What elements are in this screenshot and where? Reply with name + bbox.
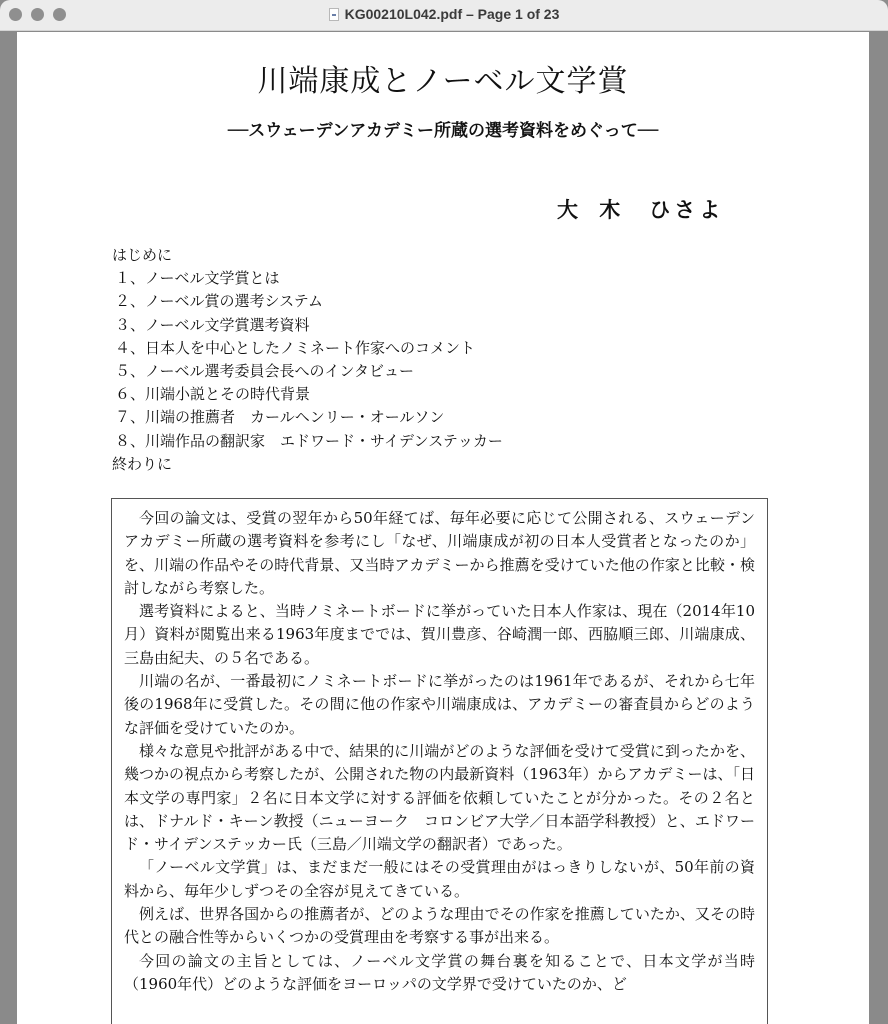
toc-item: ３、ノーベル文学賞選考資料 bbox=[115, 315, 310, 334]
toc-item: ６、川端小説とその時代背景 bbox=[115, 385, 311, 404]
document-title: 川端康成とノーベル文学賞 bbox=[257, 64, 629, 99]
toc-item: 終わりに bbox=[112, 454, 173, 473]
abstract-paragraph: 「ノーベル文学賞」は、まだまだ一般にはその受賞理由がはっきりしないが、50年前の資料から、毎年少しずつその全容が見えてきている。 bbox=[124, 858, 755, 900]
document-subtitle: ──スウェーデンアカデミー所蔵の選考資料をめぐって── bbox=[227, 121, 659, 141]
abstract-paragraph: 今回の論文は、受賞の翌年から50年経てば、毎年必要に応じて公開される、スウェーデンアカデミー所蔵の選考資料を参考にし「なぜ、川端康成が初の日本人受賞者となったのか」を、川端の作品やその時代背景、又当時アカデミーから推薦を受けていた他の作家と比較・検討しながら考察した。 bbox=[124, 509, 755, 597]
toc-item: はじめに bbox=[112, 246, 173, 264]
toc-item: ８、川端作品の翻訳家 エドワード・サイデンステッカー bbox=[115, 431, 503, 450]
abstract-paragraph: 様々な意見や批評がある中で、結果的に川端がどのような評価を受けて受賞に到ったかを、幾つかの視点から考察したが、公開された物の内最新資料（1963年）からアカデミーは、「日本文学の専門家」２名に日本文学に対する評価を依頼していたことが分かった。その２名とは、ドナルド・キーン教授（ニューヨーク コロンビア大学／日本語学科教授）と、エドワード・サイデンステッカー氏（三島／川端文学の翻訳者）であった。 bbox=[124, 741, 755, 854]
toc-item: ５、ノーベル選考委員会長へのインタビュー bbox=[115, 362, 414, 381]
pdf-file-icon[interactable] bbox=[329, 8, 339, 21]
window-title bbox=[0, 6, 888, 22]
toc-item: ７、川端の推薦者 カールヘンリー・オールソン bbox=[115, 408, 445, 427]
abstract-paragraph: 例えば、世界各国からの推薦者が、どのような理由でその作家を推薦していたか、又その時代との融合性等からいくつかの受賞理由を考察する事が出来る。 bbox=[124, 905, 755, 947]
title-bar[interactable] bbox=[0, 0, 888, 31]
toc-item: １、ノーベル文学賞とは bbox=[115, 269, 280, 288]
abstract-paragraph: 今回の論文の主旨としては、ノーベル文学賞の舞台裏を知ることで、日本文学が当時（1960年代）どのような評価をヨーロッパの文学界で受けていたのか、ど bbox=[124, 951, 755, 993]
toc-item: ４、日本人を中心としたノミネート作家へのコメント bbox=[115, 338, 476, 357]
abstract-paragraph: 選考資料によると、当時ノミネートボードに挙がっていた日本人作家は、現在（2014年10月）資料が閲覧出来る1963年度まででは、賀川豊彦、谷崎潤一郎、西脇順三郎、川端康成、三島由紀夫、の５名である。 bbox=[124, 602, 755, 667]
table-of-contents bbox=[112, 244, 503, 476]
pdf-page[interactable] bbox=[17, 32, 869, 1024]
author-name: 大 木 ひさよ bbox=[557, 198, 725, 222]
abstract-paragraph: 川端の名が、一番最初にノミネートボードに挙がったのは1961年であるが、それから七年後の1968年に受賞した。その間に他の作家や川端康成は、アカデミーの審査員からどのような評価を受けていたのか。 bbox=[124, 672, 755, 737]
abstract-box bbox=[111, 498, 768, 1024]
toc-item: ２、ノーベル賞の選考システム bbox=[115, 292, 324, 311]
window-title-text: KG00210L042.pdf – Page 1 of 23 bbox=[344, 6, 560, 22]
